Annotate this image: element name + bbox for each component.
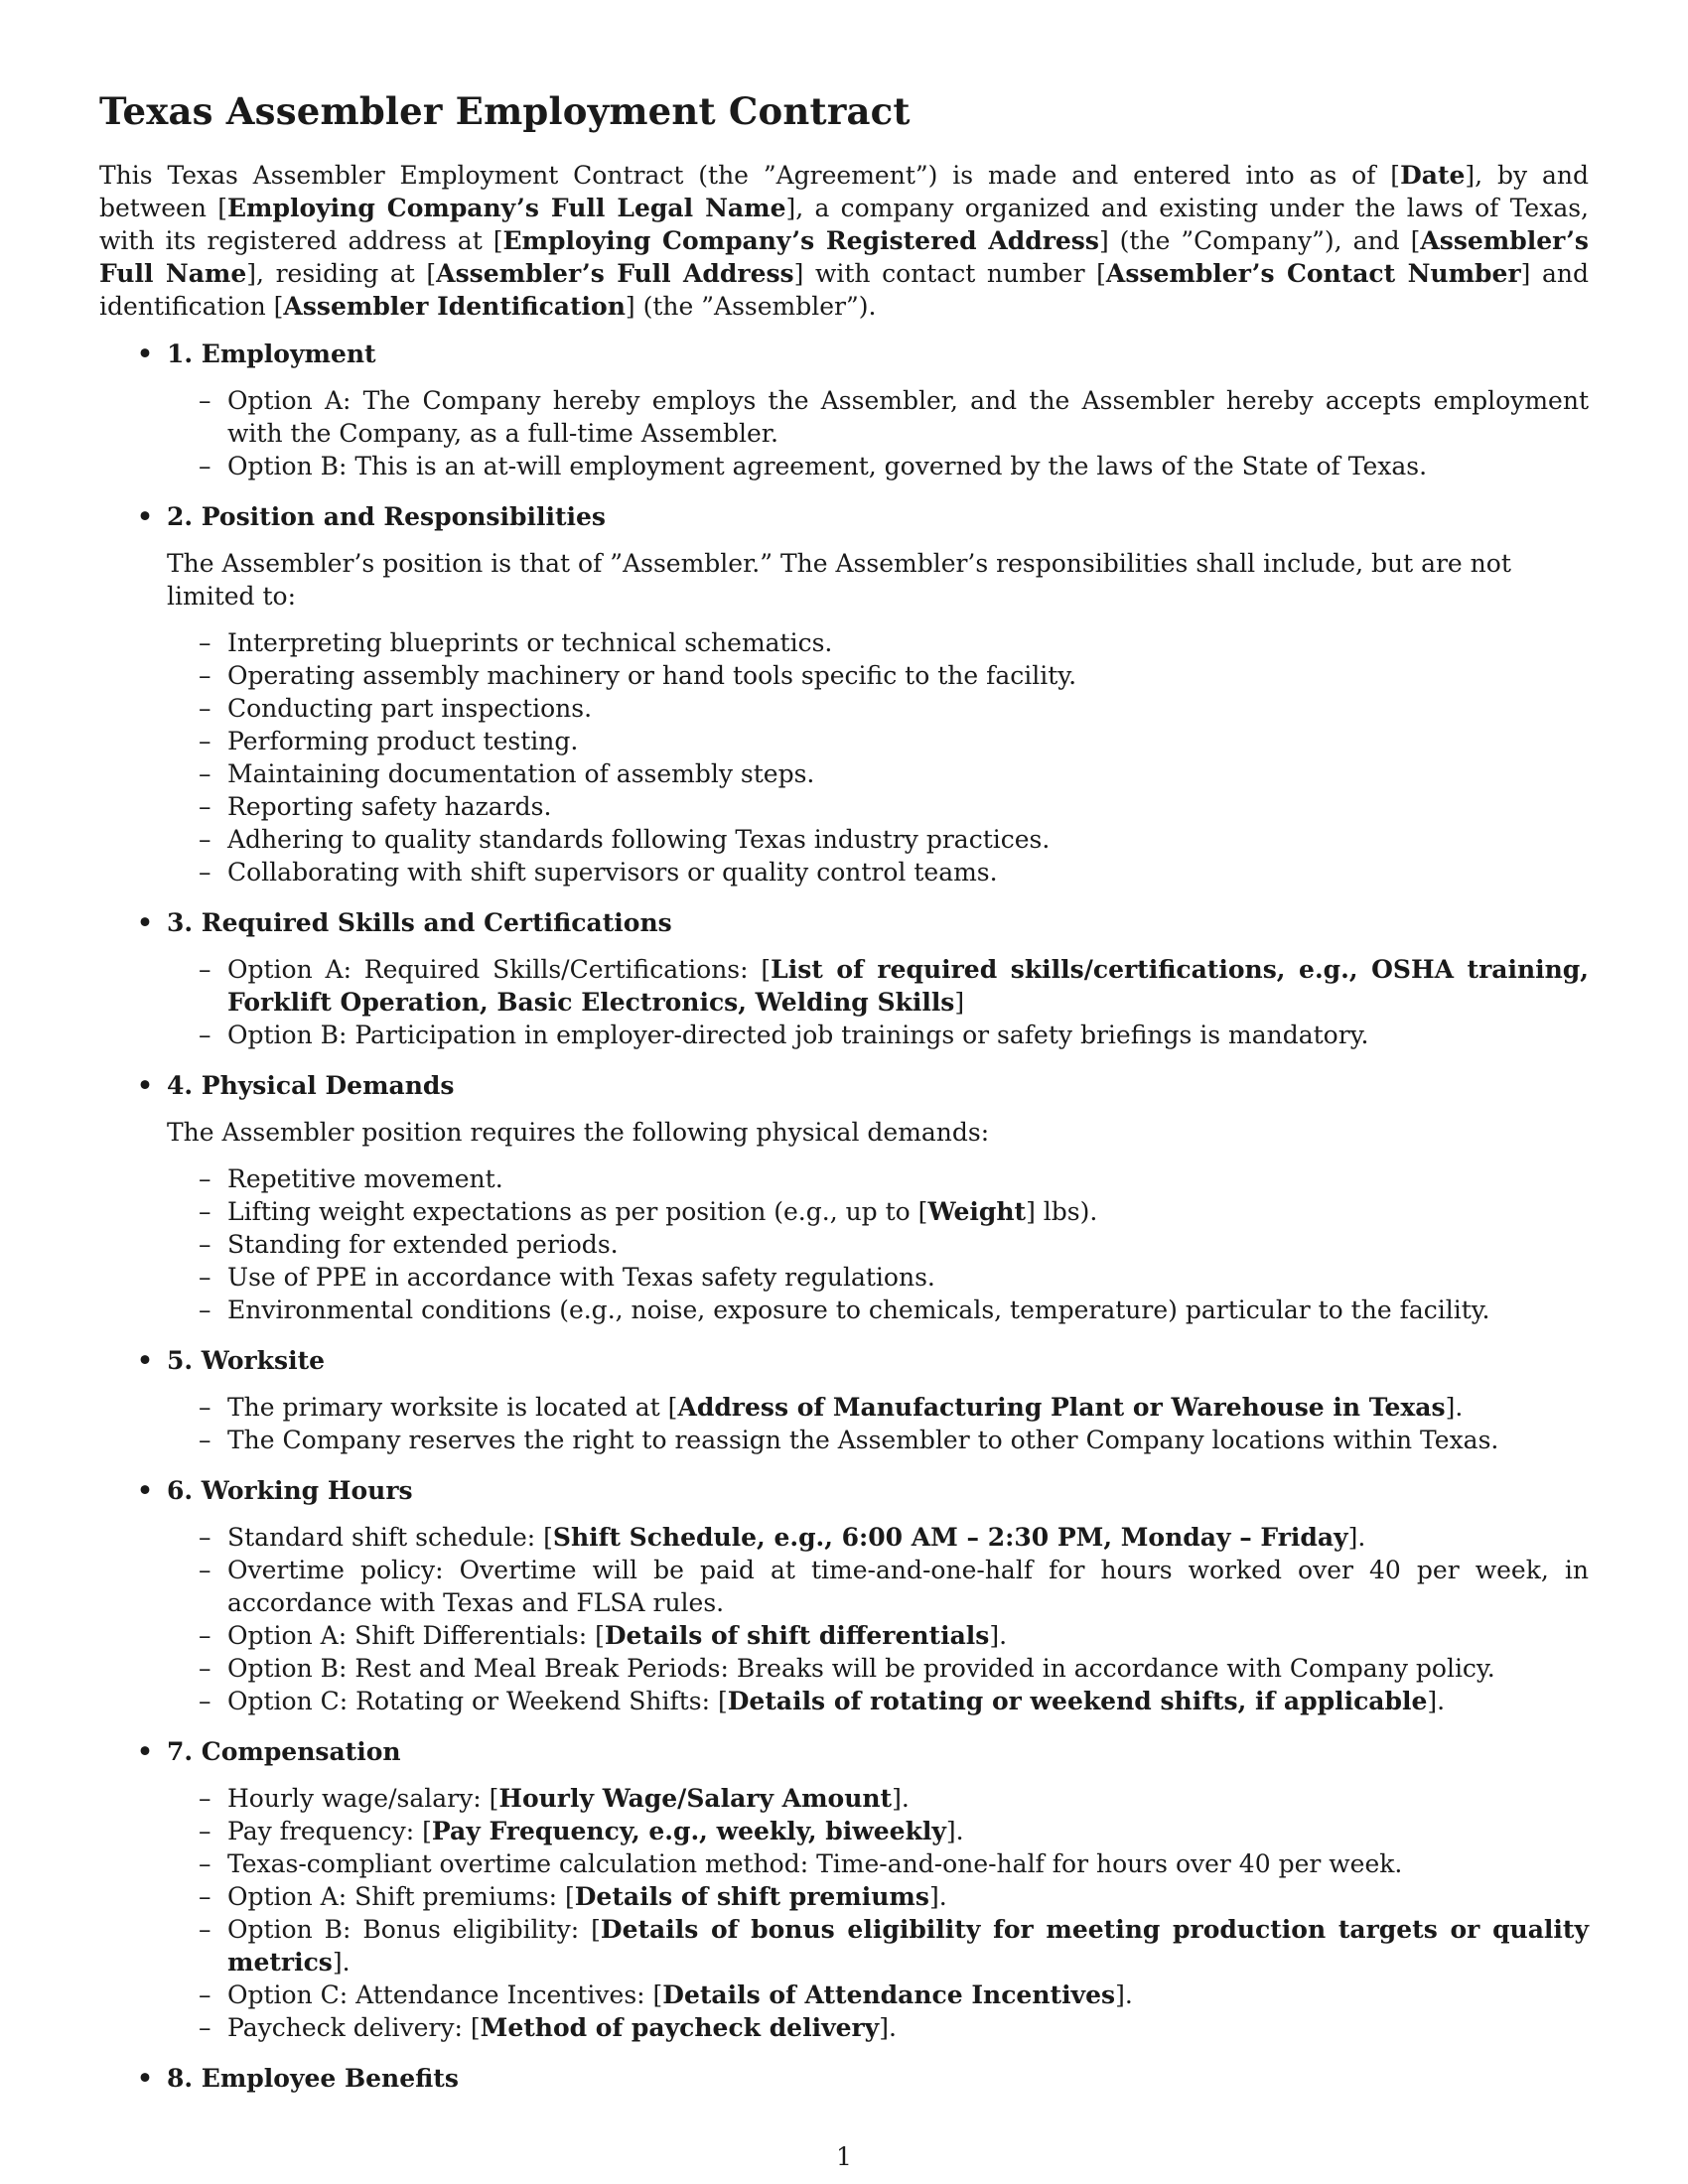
section-heading: [99, 1344, 1589, 1377]
contract-section: [99, 1735, 1589, 2044]
dash-icon: –: [199, 1784, 211, 1813]
dash-icon: –: [199, 1915, 211, 1944]
placeholder-field: Pay Frequency, e.g., weekly, biweekly: [431, 1817, 946, 1845]
bullet-icon: •: [137, 2064, 153, 2093]
bullet-icon: •: [137, 1737, 153, 1766]
section-heading-text: 4. Physical Demands: [167, 1071, 455, 1100]
placeholder-field: Assembler’s Full Name: [99, 226, 1589, 288]
section-lead-text: The Assembler position requires the following physical demands:: [167, 1118, 990, 1147]
clause-item: [99, 1019, 1589, 1051]
text-run: Pay frequency: [: [227, 1817, 432, 1845]
clause-item: [99, 450, 1589, 482]
clause-list: [99, 1391, 1589, 1456]
text-run: ], residing at [: [246, 259, 437, 288]
text-run: Standing for extended periods.: [227, 1230, 619, 1259]
dash-icon: –: [199, 1556, 211, 1584]
text-run: Environmental conditions (e.g., noise, exposure to chemicals, temperature) particular to the facility.: [227, 1296, 1490, 1324]
text-run: ].: [1347, 1523, 1366, 1552]
placeholder-field: Method of paycheck delivery: [480, 2013, 880, 2042]
text-run: Hourly wage/salary: [: [227, 1784, 499, 1813]
text-run: Texas-compliant overtime calculation method: Time-and-one-half for hours over 40 per week.: [227, 1849, 1403, 1878]
text-run: Option C: Attendance Incentives: [: [227, 1980, 663, 2009]
bullet-icon: •: [137, 1476, 153, 1505]
clause-item: [99, 1913, 1589, 1979]
clause-item: [99, 823, 1589, 856]
clause-item: [99, 1782, 1589, 1815]
placeholder-field: Details of bonus eligibility for meeting production targets or quality metrics: [227, 1915, 1589, 1977]
text-run: ].: [1427, 1687, 1446, 1715]
text-run: ].: [945, 1817, 964, 1845]
dash-icon: –: [199, 792, 211, 821]
dash-icon: –: [199, 1523, 211, 1552]
clause-item: [99, 1162, 1589, 1195]
contract-section: [99, 906, 1589, 1051]
placeholder-field: Details of rotating or weekend shifts, if applicable: [727, 1687, 1428, 1715]
bullet-icon: •: [137, 340, 153, 368]
section-heading-text: 5. Worksite: [167, 1346, 326, 1375]
dash-icon: –: [199, 1687, 211, 1715]
text-run: Lifting weight expectations as per position (e.g., up to [: [227, 1197, 928, 1226]
text-run: Option B: This is an at-will employment agreement, governed by the laws of the State of Texas.: [227, 452, 1428, 480]
section-heading: [99, 1735, 1589, 1768]
contract-section: [99, 1344, 1589, 1456]
placeholder-field: Assembler Identification: [283, 292, 626, 321]
clause-item: [99, 1294, 1589, 1326]
dash-icon: –: [199, 1621, 211, 1650]
contract-section: [99, 2062, 1589, 2095]
dash-icon: –: [199, 1654, 211, 1683]
text-run: ], by and between [: [99, 161, 1589, 222]
text-run: ].: [1115, 1980, 1133, 2009]
text-run: ].: [928, 1882, 947, 1911]
text-run: ].: [879, 2013, 897, 2042]
dash-icon: –: [199, 452, 211, 480]
dash-icon: –: [199, 628, 211, 657]
dash-icon: –: [199, 1817, 211, 1845]
placeholder-field: Details of shift differentials: [604, 1621, 990, 1650]
dash-icon: –: [199, 727, 211, 755]
clause-item: [99, 1619, 1589, 1652]
text-run: Overtime policy: Overtime will be paid at time-and-one-half for hours worked over 40 per week, in accordance with Texas and FLSA rules.: [227, 1556, 1589, 1617]
clause-item: [99, 757, 1589, 790]
section-heading: [99, 2062, 1589, 2095]
section-heading: [99, 1474, 1589, 1507]
clause-list: [99, 1162, 1589, 1326]
text-run: Option A: Required Skills/Certifications: [: [227, 955, 772, 984]
text-run: ] (the ”Assembler”).: [625, 292, 877, 321]
clause-item: [99, 1847, 1589, 1880]
section-heading: [99, 1069, 1589, 1102]
text-run: Operating assembly machinery or hand tools specific to the facility.: [227, 661, 1077, 690]
placeholder-field: Shift Schedule, e.g., 6:00 AM – 2:30 PM, Monday – Friday: [552, 1523, 1348, 1552]
placeholder-field: Details of Attendance Incentives: [662, 1980, 1116, 2009]
section-heading-text: 2. Position and Responsibilities: [167, 502, 606, 531]
text-run: Paycheck delivery: [: [227, 2013, 481, 2042]
section-heading-text: 8. Employee Benefits: [167, 2064, 459, 2093]
text-run: Reporting safety hazards.: [227, 792, 552, 821]
clause-item: [99, 1880, 1589, 1913]
text-run: ], a company organized and existing under the laws of Texas, with its registered address at [: [99, 194, 1589, 255]
dash-icon: –: [199, 1980, 211, 2009]
text-run: Option A: The Company hereby employs the Assembler, and the Assembler hereby accepts employment with the Company, as a full-time Assembler.: [227, 386, 1589, 448]
text-run: ].: [989, 1621, 1008, 1650]
text-run: The primary worksite is located at [: [227, 1393, 678, 1422]
text-run: Conducting part inspections.: [227, 694, 593, 723]
clause-item: [99, 856, 1589, 888]
text-run: Collaborating with shift supervisors or quality control teams.: [227, 858, 998, 887]
intro-paragraph: [99, 159, 1589, 323]
clause-list: [99, 1782, 1589, 2044]
clause-item: [99, 1815, 1589, 1847]
dash-icon: –: [199, 1197, 211, 1226]
clause-item: [99, 692, 1589, 725]
dash-icon: –: [199, 1426, 211, 1454]
dash-icon: –: [199, 2013, 211, 2042]
text-run: Use of PPE in accordance with Texas safety regulations.: [227, 1263, 935, 1292]
contract-section: [99, 1069, 1589, 1326]
dash-icon: –: [199, 1021, 211, 1049]
clause-item: [99, 790, 1589, 823]
section-heading-text: 6. Working Hours: [167, 1476, 413, 1505]
placeholder-field: Employing Company’s Full Legal Name: [226, 194, 786, 222]
text-run: Option A: Shift premiums: [: [227, 1882, 575, 1911]
dash-icon: –: [199, 825, 211, 854]
dash-icon: –: [199, 1230, 211, 1259]
text-run: Option B: Bonus eligibility: [: [227, 1915, 601, 1944]
dash-icon: –: [199, 661, 211, 690]
text-run: This Texas Assembler Employment Contract (the ”Agreement”) is made and entered into as of [: [99, 161, 1401, 190]
dash-icon: –: [199, 694, 211, 723]
text-run: ] lbs).: [1026, 1197, 1098, 1226]
placeholder-field: Details of shift premiums: [574, 1882, 929, 1911]
clause-item: [99, 1195, 1589, 1228]
dash-icon: –: [199, 1164, 211, 1193]
bullet-icon: •: [137, 1346, 153, 1375]
dash-icon: –: [199, 386, 211, 415]
text-run: Option A: Shift Differentials: [: [227, 1621, 605, 1650]
placeholder-field: Weight: [927, 1197, 1027, 1226]
clause-item: [99, 1652, 1589, 1685]
text-run: Maintaining documentation of assembly steps.: [227, 759, 815, 788]
dash-icon: –: [199, 955, 211, 984]
dash-icon: –: [199, 1849, 211, 1878]
page-number: 1: [836, 2142, 852, 2171]
placeholder-field: Assembler’s Full Address: [436, 259, 794, 288]
clause-item: [99, 1685, 1589, 1717]
dash-icon: –: [199, 759, 211, 788]
contract-section: [99, 500, 1589, 888]
clause-list: [99, 953, 1589, 1051]
text-run: ].: [332, 1948, 351, 1977]
contract-section: [99, 1474, 1589, 1717]
text-run: Option B: Rest and Meal Break Periods: Breaks will be provided in accordance with Company policy.: [227, 1654, 1495, 1683]
clause-item: [99, 725, 1589, 757]
section-heading-text: 1. Employment: [167, 340, 376, 368]
text-run: ].: [1445, 1393, 1464, 1422]
text-run: Interpreting blueprints or technical schematics.: [227, 628, 833, 657]
placeholder-field: Assembler’s Contact Number: [1105, 259, 1521, 288]
text-run: Repetitive movement.: [227, 1164, 503, 1193]
clause-list: [99, 384, 1589, 482]
dash-icon: –: [199, 1296, 211, 1324]
placeholder-field: Date: [1400, 161, 1466, 190]
text-run: ].: [892, 1784, 910, 1813]
placeholder-field: Address of Manufacturing Plant or Warehouse in Texas: [677, 1393, 1446, 1422]
dash-icon: –: [199, 858, 211, 887]
clause-item: [99, 626, 1589, 659]
page-title: Texas Assembler Employment Contract: [99, 89, 911, 133]
bullet-icon: •: [137, 502, 153, 531]
placeholder-field: Employing Company’s Registered Address: [502, 226, 1099, 255]
section-heading-text: 7. Compensation: [167, 1737, 401, 1766]
section-heading: [99, 338, 1589, 370]
placeholder-field: List of required skills/certifications, e.g., OSHA training, Forklift Operation, Basic Electronics, Welding Skills: [227, 955, 1589, 1017]
placeholder-field: Hourly Wage/Salary Amount: [498, 1784, 893, 1813]
dash-icon: –: [199, 1882, 211, 1911]
dash-icon: –: [199, 1263, 211, 1292]
section-lead-text: The Assembler’s position is that of ”Assembler.” The Assembler’s responsibilities shall include, but are not limited to:: [167, 549, 1511, 611]
section-heading: [99, 500, 1589, 533]
clause-item: [99, 1261, 1589, 1294]
text-run: ] (the ”Company”), and [: [1098, 226, 1421, 255]
bullet-icon: •: [137, 908, 153, 937]
section-heading: [99, 906, 1589, 939]
clause-item: [99, 1391, 1589, 1424]
text-run: Option B: Participation in employer-directed job trainings or safety briefings is mandatory.: [227, 1021, 1369, 1049]
clause-item: [99, 1424, 1589, 1456]
text-run: ]: [954, 988, 965, 1017]
section-heading-text: 3. Required Skills and Certifications: [167, 908, 672, 937]
clause-item: [99, 1979, 1589, 2011]
section-list: [99, 338, 1589, 2113]
bullet-icon: •: [137, 1071, 153, 1100]
text-run: Performing product testing.: [227, 727, 579, 755]
text-run: ] with contact number [: [793, 259, 1106, 288]
clause-item: [99, 1554, 1589, 1619]
contract-section: [99, 338, 1589, 482]
text-run: Adhering to quality standards following Texas industry practices.: [227, 825, 1051, 854]
text-run: Option C: Rotating or Weekend Shifts: [: [227, 1687, 728, 1715]
dash-icon: –: [199, 1393, 211, 1422]
text-run: Standard shift schedule: [: [227, 1523, 553, 1552]
clause-item: [99, 953, 1589, 1019]
clause-list: [99, 1521, 1589, 1717]
clause-item: [99, 2011, 1589, 2044]
clause-item: [99, 1521, 1589, 1554]
text-run: ] and identification [: [99, 259, 1589, 321]
clause-item: [99, 1228, 1589, 1261]
text-run: The Company reserves the right to reassign the Assembler to other Company locations within Texas.: [227, 1426, 1499, 1454]
clause-list: [99, 626, 1589, 888]
clause-item: [99, 384, 1589, 450]
clause-item: [99, 659, 1589, 692]
